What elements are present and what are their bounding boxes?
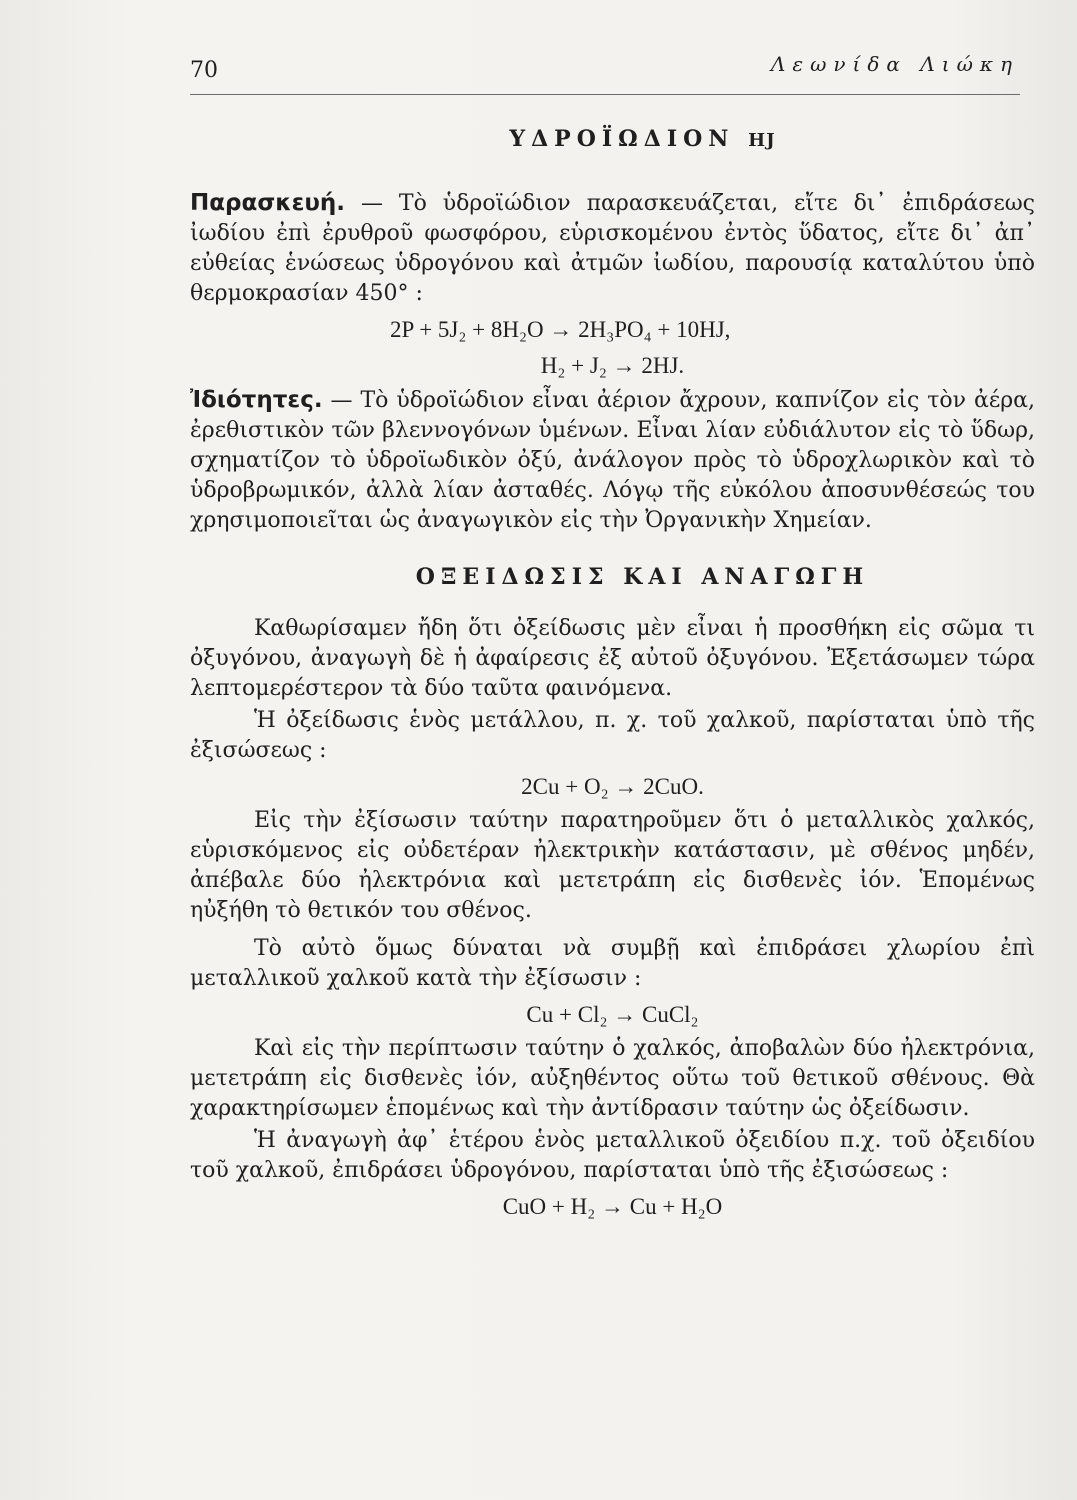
equation-copper-chlorine: Cu + Cl₂ → CuCl₂: [526, 1002, 699, 1027]
equation-copper-oxygen: 2Cu + O₂ → 2CuO.: [521, 774, 704, 799]
section-title-oxidation-reduction: ΟΞΕΙΔΩΣΙΣ ΚΑΙ ΑΝΑΓΩΓΗ: [415, 564, 870, 590]
preparation-term: Παρασκευή.: [190, 190, 346, 216]
equation-reduction: CuO + H₂ → Cu + H₂O: [502, 1194, 723, 1219]
section-title-hydroiodide: [250, 124, 1035, 156]
header-rule: [190, 94, 1020, 95]
section-title-formula: HJ: [748, 130, 776, 151]
properties-paragraph: [190, 385, 1035, 536]
preparation-text: — Τὸ ὑδροϊώδιον παρασκευάζεται, εἴτε δι᾿ ἐπιδράσεως ἰωδίου ἐπὶ ἐρυθροῦ φωσφόρου, εὑρισκομένου ἐντὸς ὕδατος, εἴτε δι᾿ ἀπ᾿ εὐθείας ἑνώσεως ὑδρογόνου καὶ ἀτμῶν ἰωδίου, παρουσίᾳ καταλύτου ὑπὸ θερμοκρασίαν 450° :: [190, 191, 1035, 306]
equation-direct-synthesis: H₂ + J₂ → 2HJ.: [540, 353, 685, 378]
paragraph-electron-loss: Εἰς τὴν ἐξίσωσιν ταύτην παρατηροῦμεν ὅτι ὁ μεταλλικὸς χαλκός, εὑρισκόμενος εἰς οὐδετέραν ἠλεκτρικὴν κατάστασιν, μὲ σθένος μηδέν, ἀπέβαλε δύο ἠλεκτρόνια καὶ μετετράπη εἰς δισθενὲς ἰόν. Ἑπομένως ηὐξήθη τὸ θετικόν του σθένος.: [190, 808, 1035, 923]
preparation-paragraph: [190, 188, 1035, 309]
paragraph-chlorine: Τὸ αὐτὸ ὅμως δύναται νὰ συμβῇ καὶ ἐπιδράσει χλωρίου ἐπὶ μεταλλικοῦ χαλκοῦ κατὰ τὴν ἐξίσωσιν :: [190, 936, 1035, 991]
properties-text: — Τὸ ὑδροϊώδιον εἶναι ἀέριον ἄχρουν, καπνίζον εἰς τὸν ἀέρα, ἐρεθιστικὸν τῶν βλεννογόνων ὑμένων. Εἶναι λίαν εὐδιάλυτον εἰς τὸ ὕδωρ, σχηματίζον τὸ ὑδροϊωδικὸν ὀξύ, ἀνάλογον πρὸς τὸ ὑδροχλωρικὸν καὶ τὸ ὑδροβρωμικόν, ἀλλὰ λίαν ἀσταθές. Λόγῳ τῆς εὐκόλου ἀποσυνθέσεώς του χρησιμοποιεῖται ὡς ἀναγωγικὸν εἰς τὴν Ὀργανικὴν Χημείαν.: [190, 388, 1035, 533]
running-head: Λεωνίδα Λιώκη: [770, 52, 1019, 76]
paragraph-copper-oxidation: Ἡ ὀξείδωσις ἑνὸς μετάλλου, π. χ. τοῦ χαλκοῦ, παρίσταται ὑπὸ τῆς ἐξισώσεως :: [190, 708, 1035, 763]
equation-phosphorus: 2P + 5J₂ + 8H₂O → 2H₃PO₄ + 10HJ,: [390, 317, 731, 342]
section-title-text: ΥΔΡΟΪΩΔΙΟΝ: [509, 126, 735, 152]
paragraph-definitions: Καθωρίσαμεν ἤδη ὅτι ὀξείδωσις μὲν εἶναι ἡ προσθήκη εἰς σῶμα τι ὀξυγόνου, ἀναγωγὴ δὲ ἡ ἀφαίρεσις ἐξ αὐτοῦ ὀξυγόνου. Ἐξετάσωμεν τώρα λεπτομερέστερον τὰ δύο ταῦτα φαινόμενα.: [190, 616, 1035, 701]
paragraph-reduction: Ἡ ἀναγωγὴ ἀφ᾿ ἑτέρου ἑνὸς μεταλλικοῦ ὀξειδίου π.χ. τοῦ ὀξειδίου τοῦ χαλκοῦ, ἐπιδράσει ὑδρογόνου, παρίσταται ὑπὸ τῆς ἐξισώσεως :: [190, 1128, 1035, 1183]
page-number: 70: [190, 58, 218, 83]
page-body: [190, 124, 1035, 1226]
properties-term: Ἰδιότητες.: [190, 387, 323, 413]
paragraph-oxidation-conclusion: Καὶ εἰς τὴν περίπτωσιν ταύτην ὁ χαλκός, ἀποβαλὼν δύο ἠλεκτρόνια, μετετράπη εἰς δισθενὲς ἰόν, αὐξηθέντος οὕτω τοῦ θετικοῦ σθένους. Θὰ χαρακτηρίσωμεν ἑπομένως καὶ τὴν ἀντίδρασιν ταύτην ὡς ὀξείδωσιν.: [190, 1036, 1035, 1121]
